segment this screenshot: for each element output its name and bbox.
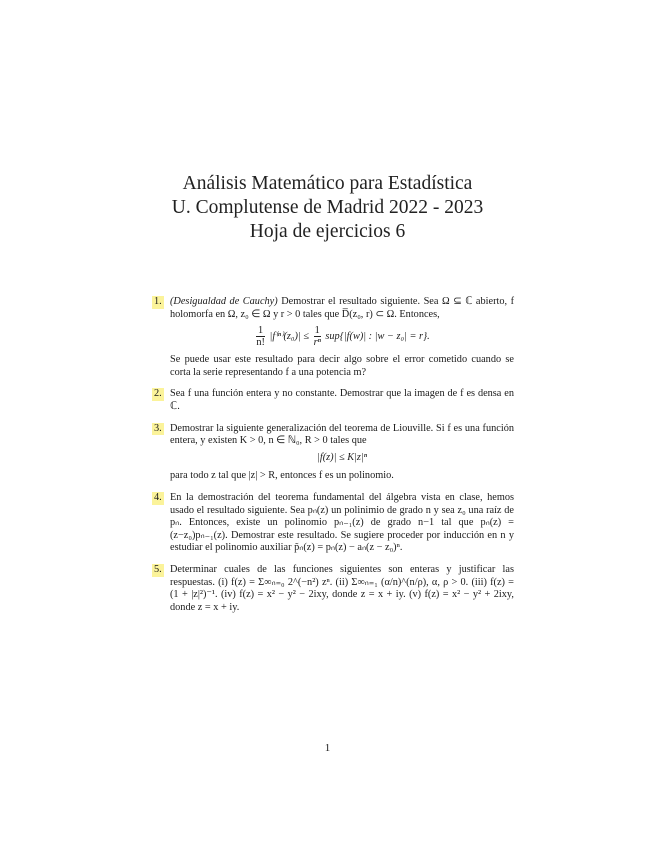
exercise-1 xyxy=(154,296,514,379)
title-university: U. Complutense de Madrid 2022 - 2023 xyxy=(171,197,484,218)
exercise-number: 3. xyxy=(154,422,162,434)
exercise-conclusion: para todo z tal que |z| > R, entonces f es un polinomio. xyxy=(170,470,394,482)
exercise-5 xyxy=(154,564,514,614)
exercise-text: Demostrar el resultado siguiente. Sea Ω ⊆ ℂ abierto, f holomorfa en Ω, z₀ ∈ Ω y r > 0 tales que D̅(z₀, r) ⊂ Ω. Entonces, xyxy=(170,296,515,320)
title-course: Análisis Matemático para Estadística xyxy=(182,173,473,194)
exercise-text: Sea f una función entera y no constante. Demostrar que la imagen de f es densa en ℂ. xyxy=(170,388,514,412)
exercise-number: 1. xyxy=(154,296,162,307)
exercise-number: 4. xyxy=(154,491,162,503)
liouville-equation: |f(z)| ≤ K|z|ⁿ xyxy=(317,451,367,463)
page-number: 1 xyxy=(324,742,331,754)
exercise-label: (Desigualdad de Cauchy) xyxy=(170,296,278,307)
exercise-text: En la demostración del teorema fundamental del álgebra vista en clase, hemos usado el resultado siguiente. Sea pₙ(z) un polinimio de grado n y sea z₀ una raíz de pₙ. Entonces, existe un polinomio pₙ₋₁(z) de grado n−1 tal que pₙ(z) = (z−z₀)pₙ₋₁(z). Demostrar este resultado. Se sugiere proceder por inducción en n y estudiar el polinomio auxiliar p̃ₙ(z) = pₙ(z) − aₙ(z − z₀)ⁿ. xyxy=(170,491,514,554)
exercise-number: 5. xyxy=(154,563,162,575)
title-sheet: Hoja de ejercicios 6 xyxy=(249,221,406,242)
fraction-lhs: $\frac{1}{n!}$ xyxy=(256,325,265,349)
document-title xyxy=(0,172,655,244)
cauchy-inequality-equation: $\frac{1}{n!}$ |f⁽ⁿ⁾(z₀)| ≤ $\frac{1}{\text{rⁿ}}$ sup{|f(w)| : |w − z₀| = r}. xyxy=(256,325,430,349)
exercise-text: Determinar cuales de las funciones siguientes son enteras y justificar las respuestas. (i) f(z) = Σ∞ₙ₌₀ 2^(−n²) zⁿ. (ii) Σ∞ₙ₌₁ (α/n)^(n/ρ), α, ρ > 0. (iii) f(z) = (1 + |z|²)⁻¹. (iv) f(z) = x² − y² − 2ixy, donde z = x + iy. (v) f(z) = x² − y² + 2ixy, donde z = x + iy. xyxy=(170,563,514,613)
exercise-3 xyxy=(154,423,514,483)
exercise-number: 2. xyxy=(154,388,162,400)
exercise-text: Demostrar la siguiente generalización del teorema de Liouville. Si f es una función entera, y existen K > 0, n ∈ ℕ₀, R > 0 tales que xyxy=(170,422,514,447)
exercise-2 xyxy=(154,388,514,413)
exercise-4 xyxy=(154,492,514,555)
exercise-list xyxy=(154,296,514,623)
exercise-question: Se puede usar este resultado para decir algo sobre el error cometido cuando se corta la serie representando f a una potencia m? xyxy=(170,354,514,378)
fraction-rhs: $\frac{1}{\text{rⁿ}}$ xyxy=(313,325,321,349)
